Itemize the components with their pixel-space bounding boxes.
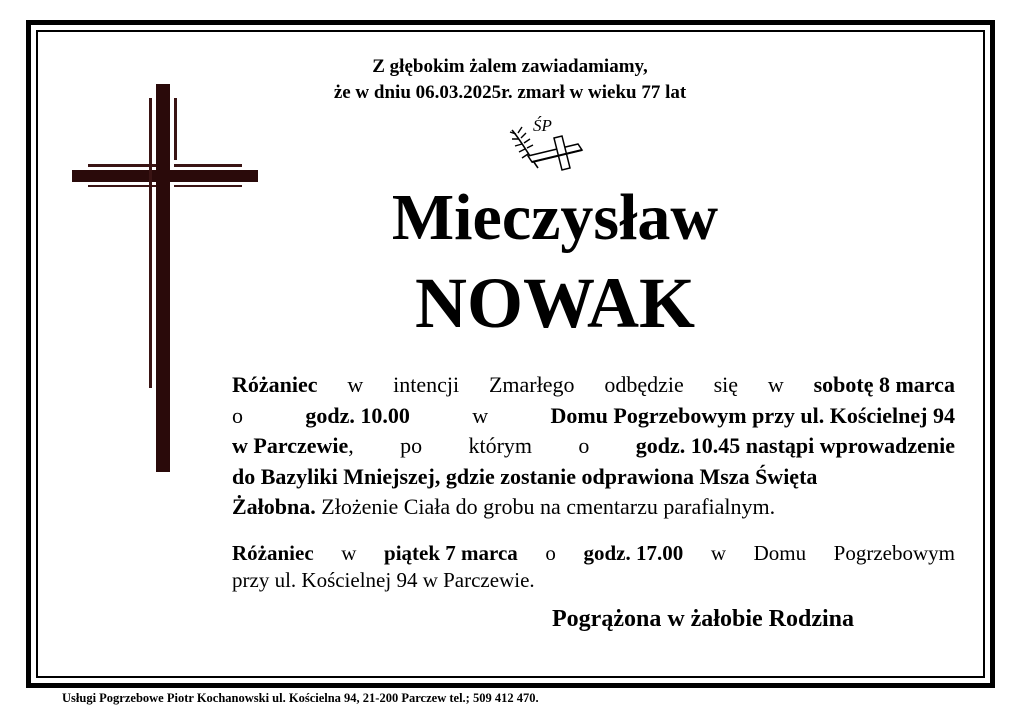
family-signature: Pogrążona w żałobie Rodzina (552, 606, 854, 632)
word: się (713, 372, 739, 397)
word: przy ul. Kościelnej 94 w Parczewie. (232, 568, 535, 592)
deceased-first-name: Mieczysław (391, 181, 719, 254)
word: Domu Pogrzebowym przy ul. Kościelnej 94 (550, 402, 955, 428)
deceased-last-name: NOWAK (414, 263, 696, 343)
text-line (232, 431, 955, 462)
text-line (232, 540, 955, 567)
word: w (767, 372, 784, 397)
text-line (232, 567, 955, 594)
word: Różaniec (232, 372, 318, 397)
word: godz. 17.00 (583, 541, 684, 565)
word: o (232, 402, 243, 428)
word: odbędzie (604, 372, 684, 397)
word: Żałobna. (232, 494, 316, 519)
sp-label: ŚP (533, 116, 552, 135)
word: w (347, 372, 364, 397)
funeral-details-paragraph (232, 370, 955, 523)
word: intencji (393, 372, 460, 397)
word: Pogrzebowym (833, 541, 955, 565)
text-line (232, 492, 955, 523)
word: Zmarłego (488, 372, 575, 397)
word: godz. 10.45 nastąpi wprowadzenie (635, 433, 955, 458)
word: o (545, 541, 556, 565)
intro-line-2: że w dniu 06.03.2025r. zmarł w wieku 77 lat (333, 82, 687, 103)
word: , (348, 433, 354, 458)
text-line (232, 370, 955, 401)
word: do Bazyliki Mniejszej, gdzie zostanie odprawiona Msza Święta (232, 463, 818, 489)
word: w Parczewie (232, 433, 349, 458)
text-line (232, 401, 955, 432)
word: sobotę 8 marca (813, 372, 955, 397)
word: po (400, 433, 423, 458)
funeral-home-footer: Usługi Pogrzebowe Piotr Kochanowski ul. Kościelna 94, 21-200 Parczew tel.; 509 412 470. (62, 691, 539, 705)
word: w (472, 402, 489, 428)
intro-text (270, 54, 750, 106)
word: o (578, 433, 590, 458)
word: w (710, 541, 726, 565)
rosary-paragraph (232, 540, 955, 594)
intro-line-1: Z głębokim żalem zawiadamiamy, (372, 56, 648, 77)
text-line (232, 462, 955, 493)
word: którym (468, 433, 533, 458)
word: piątek 7 marca (384, 541, 518, 565)
word: Domu (753, 541, 807, 565)
word: Złożenie Ciała do grobu na cmentarzu parafialnym. (321, 494, 776, 519)
word: Różaniec (232, 541, 314, 565)
word: w (341, 541, 357, 565)
word: godz. 10.00 (305, 402, 410, 428)
phrase (232, 431, 354, 462)
